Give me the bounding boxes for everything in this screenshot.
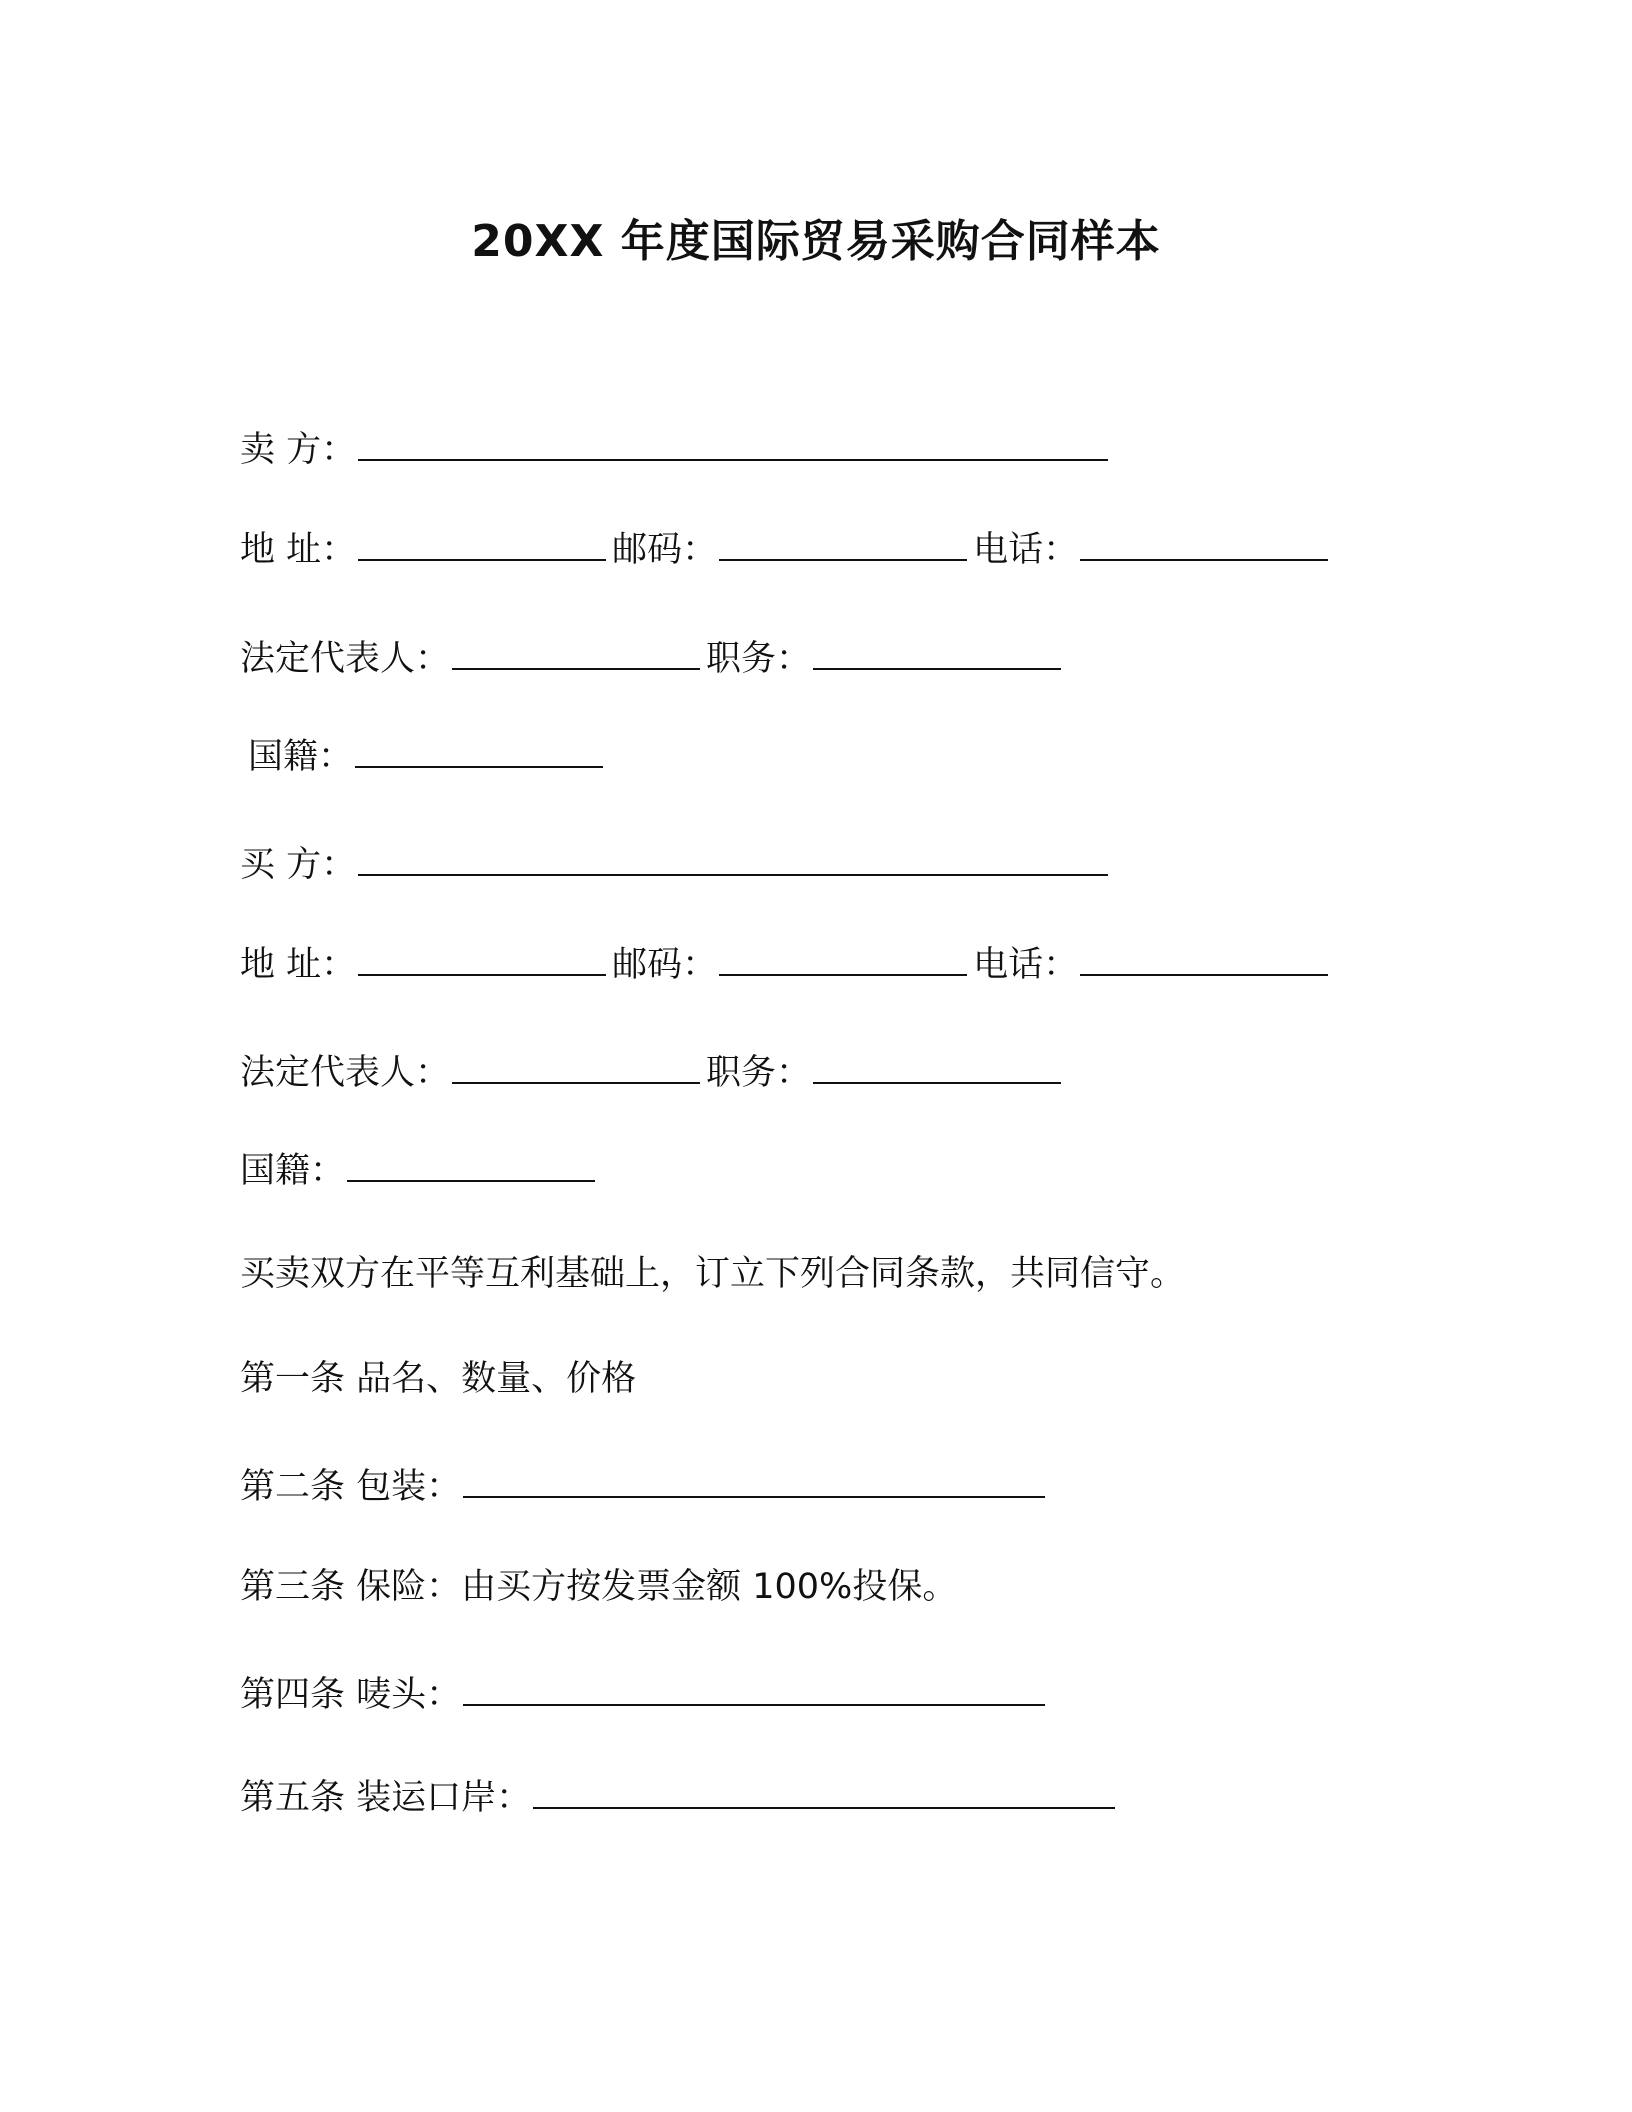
article-2-blank[interactable] <box>463 1462 1045 1498</box>
article-4-label: 第四条 唛头： <box>240 1675 462 1715</box>
article-5-row <box>240 1773 1121 1822</box>
buyer-rep-blank[interactable] <box>452 1048 700 1084</box>
article-3: 第三条 保险：由买方按发票金额 100%投保。 <box>240 1567 958 1607</box>
buyer-position-blank[interactable] <box>813 1048 1061 1084</box>
article-4-row <box>240 1670 1051 1719</box>
seller-address-label: 地 址： <box>240 530 357 570</box>
buyer-address-row <box>240 940 1334 989</box>
article-4-blank[interactable] <box>463 1670 1045 1706</box>
seller-position-label: 职务： <box>706 639 812 679</box>
seller-zip-blank[interactable] <box>719 525 967 561</box>
seller-nationality-blank[interactable] <box>355 732 603 768</box>
buyer-label: 买 方： <box>240 845 357 885</box>
seller-nationality-label: 国籍： <box>248 737 354 777</box>
buyer-nationality-label: 国籍： <box>240 1151 346 1191</box>
seller-address-row <box>240 525 1334 574</box>
buyer-nationality-blank[interactable] <box>347 1146 595 1182</box>
buyer-nationality-row <box>240 1146 601 1195</box>
buyer-zip-blank[interactable] <box>719 940 967 976</box>
buyer-phone-blank[interactable] <box>1080 940 1328 976</box>
article-1: 第一条 品名、数量、价格 <box>240 1359 637 1399</box>
seller-nationality-row <box>248 732 609 781</box>
seller-label: 卖 方： <box>240 430 357 470</box>
seller-blank[interactable] <box>358 425 1108 461</box>
seller-zip-label: 邮码： <box>612 530 718 570</box>
seller-address-blank[interactable] <box>358 525 606 561</box>
seller-rep-label: 法定代表人： <box>240 639 451 679</box>
article-2-row <box>240 1462 1051 1511</box>
document-title: 20XX 年度国际贸易采购合同样本 <box>471 216 1161 267</box>
buyer-zip-label: 邮码： <box>612 945 718 985</box>
buyer-phone-label: 电话： <box>973 945 1079 985</box>
seller-rep-row <box>240 634 1067 683</box>
buyer-row <box>240 840 1114 889</box>
intro-paragraph: 买卖双方在平等互利基础上，订立下列合同条款，共同信守。 <box>240 1254 1186 1294</box>
seller-phone-blank[interactable] <box>1080 525 1328 561</box>
buyer-blank[interactable] <box>358 840 1108 876</box>
seller-rep-blank[interactable] <box>452 634 700 670</box>
buyer-rep-label: 法定代表人： <box>240 1053 451 1093</box>
buyer-position-label: 职务： <box>706 1053 812 1093</box>
buyer-address-label: 地 址： <box>240 945 357 985</box>
seller-phone-label: 电话： <box>973 530 1079 570</box>
article-5-label: 第五条 装运口岸： <box>240 1778 532 1818</box>
buyer-address-blank[interactable] <box>358 940 606 976</box>
seller-row <box>240 425 1114 474</box>
article-5-blank[interactable] <box>533 1773 1115 1809</box>
buyer-rep-row <box>240 1048 1067 1097</box>
seller-position-blank[interactable] <box>813 634 1061 670</box>
article-2-label: 第二条 包装： <box>240 1467 462 1507</box>
